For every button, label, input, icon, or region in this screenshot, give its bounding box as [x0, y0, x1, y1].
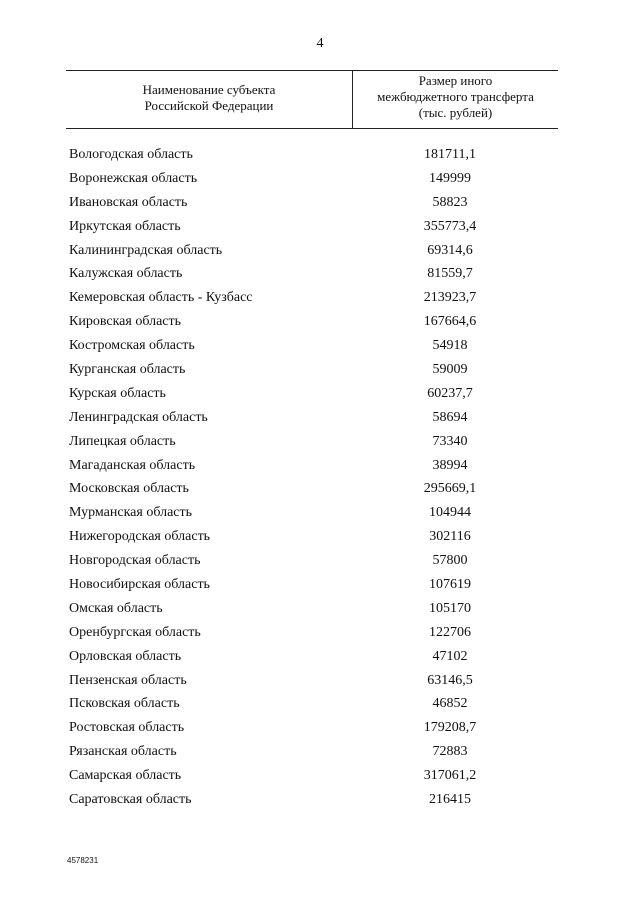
table-row — [66, 740, 558, 764]
header-transfer-amount — [353, 73, 558, 121]
header-region-name — [66, 82, 352, 114]
transfer-amount: 122706 — [429, 624, 471, 640]
region-name: Пензенская область — [69, 672, 187, 688]
region-name: Рязанская область — [69, 744, 177, 760]
transfer-amount: 72883 — [432, 744, 468, 760]
table-row — [66, 477, 558, 501]
header-region-name-line: Российской Федерации — [144, 98, 274, 113]
table-row — [66, 382, 558, 406]
transfer-amount: 46852 — [432, 696, 468, 712]
region-name: Московская область — [69, 481, 189, 497]
region-name: Оренбургская область — [69, 624, 201, 640]
region-name: Мурманская область — [69, 505, 193, 521]
document-code: 4578231 — [67, 856, 99, 865]
region-name: Вологодская область — [69, 147, 193, 162]
table-row — [66, 358, 558, 382]
transfer-amount: 54918 — [432, 338, 468, 354]
table-row — [66, 286, 558, 310]
transfer-amount: 59009 — [432, 362, 468, 378]
transfer-amount: 69314,6 — [427, 242, 473, 258]
table-row — [66, 406, 558, 430]
region-name: Калужская область — [69, 266, 183, 282]
table-row — [66, 692, 558, 716]
region-name: Нижегородская область — [69, 529, 211, 545]
transfer-amount: 181711,1 — [424, 147, 476, 162]
header-transfer-amount-line: (тыс. рублей) — [418, 105, 493, 120]
region-name: Липецкая область — [69, 433, 176, 449]
transfer-amount: 104944 — [429, 505, 471, 521]
table-body — [66, 143, 558, 812]
transfer-amount: 38994 — [432, 457, 468, 473]
page-number: 4 — [316, 36, 324, 51]
table-row — [66, 454, 558, 478]
table-row — [66, 334, 558, 358]
header-transfer-amount-line: межбюджетного трансферта — [377, 89, 534, 104]
region-name: Орловская область — [69, 648, 182, 664]
table-row — [66, 573, 558, 597]
region-name: Ленинградская область — [69, 409, 208, 425]
region-name: Иркутская область — [69, 218, 181, 234]
region-name: Магаданская область — [69, 457, 196, 473]
region-name: Саратовская область — [69, 792, 192, 808]
transfer-amount: 167664,6 — [423, 314, 477, 330]
region-name: Калининградская область — [69, 242, 223, 258]
transfer-amount: 63146,5 — [427, 672, 473, 688]
region-name: Ивановская область — [69, 194, 188, 210]
transfer-amount: 355773,4 — [423, 218, 477, 234]
table-row — [66, 788, 558, 812]
table-row — [66, 191, 558, 215]
table-row — [66, 310, 558, 334]
region-name: Омская область — [69, 600, 163, 616]
transfer-amount: 107619 — [429, 577, 471, 593]
transfer-amount: 149999 — [429, 170, 471, 186]
transfer-amount: 73340 — [432, 433, 468, 449]
table-row — [66, 716, 558, 740]
region-name: Самарская область — [69, 768, 182, 784]
transfer-amount: 105170 — [429, 600, 471, 616]
region-name: Новосибирская область — [69, 577, 210, 593]
table-row — [66, 215, 558, 239]
transfer-amount: 58823 — [432, 194, 468, 210]
transfer-amount: 295669,1 — [423, 481, 477, 497]
table-row — [66, 501, 558, 525]
transfer-amount: 179208,7 — [423, 720, 477, 736]
region-name: Костромская область — [69, 338, 195, 354]
table-row — [66, 262, 558, 286]
transfer-amount: 81559,7 — [427, 266, 473, 282]
table-row — [66, 167, 558, 191]
table-row — [66, 645, 558, 669]
region-name: Новгородская область — [69, 553, 201, 569]
table-row — [66, 621, 558, 645]
region-name: Кировская область — [69, 314, 182, 330]
table-header — [66, 70, 558, 129]
region-name: Воронежская область — [69, 170, 198, 186]
transfer-amount: 213923,7 — [423, 290, 477, 306]
header-region-name-line: Наименование субъекта — [142, 82, 276, 97]
table-row — [66, 549, 558, 573]
table-row — [66, 143, 558, 167]
table-row — [66, 525, 558, 549]
region-name: Курская область — [69, 385, 166, 401]
table-row — [66, 239, 558, 263]
region-name: Ростовская область — [69, 720, 185, 736]
transfer-amount: 57800 — [432, 553, 468, 569]
transfer-amount: 60237,7 — [427, 385, 473, 401]
transfer-amount: 58694 — [432, 409, 468, 425]
table-row — [66, 669, 558, 693]
table-row — [66, 430, 558, 454]
transfer-amount: 302116 — [429, 529, 471, 545]
transfer-amount: 216415 — [429, 792, 471, 808]
transfer-table — [66, 70, 558, 812]
region-name: Кемеровская область - Кузбасс — [69, 290, 253, 306]
table-row — [66, 764, 558, 788]
region-name: Псковская область — [69, 696, 180, 712]
header-transfer-amount-line: Размер иного — [418, 73, 493, 88]
region-name: Курганская область — [69, 362, 186, 378]
table-row — [66, 597, 558, 621]
transfer-amount: 47102 — [432, 648, 468, 664]
transfer-amount: 317061,2 — [423, 768, 477, 784]
